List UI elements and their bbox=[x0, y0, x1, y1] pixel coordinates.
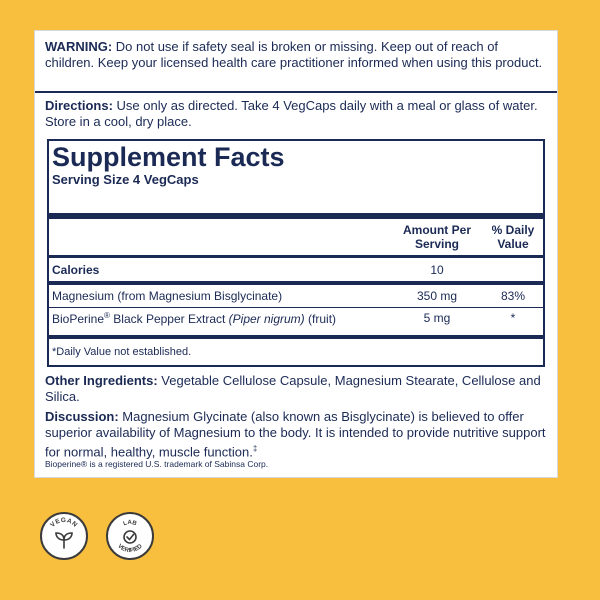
vegan-badge bbox=[40, 512, 88, 560]
vegan-badge-graphic bbox=[42, 514, 86, 558]
other-ingredients-body: Vegetable Cellulose Capsule, Magnesium Stearate, Cellulose and Silica. bbox=[45, 373, 541, 404]
discussion-label: Discussion: bbox=[45, 409, 119, 424]
vegan-badge-text: VEGAN bbox=[49, 516, 79, 529]
serving-size: Serving Size 4 VegCaps bbox=[52, 172, 199, 187]
row-calories-amount: 10 bbox=[430, 263, 444, 277]
directions-label: Directions: bbox=[45, 98, 113, 113]
trademark-note: Bioperine® is a registered U.S. trademark of Sabinsa Corp. bbox=[45, 459, 269, 469]
row-magnesium-dv: 83% bbox=[500, 289, 526, 303]
lab-verified-badge bbox=[106, 512, 154, 560]
header-bar bbox=[49, 255, 543, 258]
supplement-facts-box bbox=[47, 139, 545, 367]
sprout-icon bbox=[56, 533, 72, 548]
checkmark-icon bbox=[124, 531, 136, 543]
discussion-text bbox=[45, 409, 549, 460]
discussion-footnote-mark: ‡ bbox=[252, 444, 258, 453]
lab-verified-badge-graphic bbox=[108, 514, 152, 558]
row-divider bbox=[49, 307, 543, 308]
facts-title: Supplement Facts bbox=[52, 142, 285, 172]
warning-text bbox=[45, 39, 549, 71]
lab-badge-bottom-text: VERIFIED bbox=[116, 543, 144, 555]
bottom-bar bbox=[49, 335, 543, 339]
row-bioperine-amount: 5 mg bbox=[423, 311, 451, 325]
row-magnesium-amount: 350 mg bbox=[416, 289, 458, 303]
thick-bar bbox=[49, 213, 543, 219]
other-ingredients bbox=[45, 373, 549, 405]
footnote: *Daily Value not established. bbox=[52, 346, 192, 358]
label-panel bbox=[34, 30, 558, 478]
row-bioperine-dv: * bbox=[510, 311, 516, 325]
row-calories-label: Calories bbox=[52, 263, 100, 277]
warning-label: WARNING: bbox=[45, 39, 113, 54]
row-bioperine-label: BioPerine® Black Pepper Extract (Piper nigrum) (fruit) bbox=[52, 311, 337, 326]
svg-text:VERIFIED bbox=[116, 543, 144, 554]
svg-text:VEGAN bbox=[49, 517, 78, 529]
other-ingredients-label: Other Ingredients: bbox=[45, 373, 158, 388]
warning-body: Do not use if safety seal is broken or missing. Keep out of reach of children. Keep your licensed health care practitioner informed when using this product. bbox=[45, 39, 543, 70]
svg-text:LAB bbox=[123, 520, 138, 528]
header-daily-value: % Daily Value bbox=[491, 223, 535, 251]
header-amount-per-serving: Amount Per Serving bbox=[402, 223, 471, 251]
directions-body: Use only as directed. Take 4 VegCaps daily with a meal or glass of water. Store in a cool, dry place. bbox=[45, 98, 538, 129]
discussion-body: Magnesium Glycinate (also known as Bisglycinate) is believed to offer superior availability of Magnesium to the body. It is intended to provide nutritive support for normal, healthy, muscle function. bbox=[45, 409, 546, 460]
calories-bar bbox=[49, 281, 543, 285]
row-magnesium-label: Magnesium (from Magnesium Bisglycinate) bbox=[52, 289, 283, 303]
lab-badge-top-text: LAB bbox=[122, 519, 138, 528]
directions-text bbox=[45, 98, 549, 130]
divider bbox=[35, 91, 557, 93]
